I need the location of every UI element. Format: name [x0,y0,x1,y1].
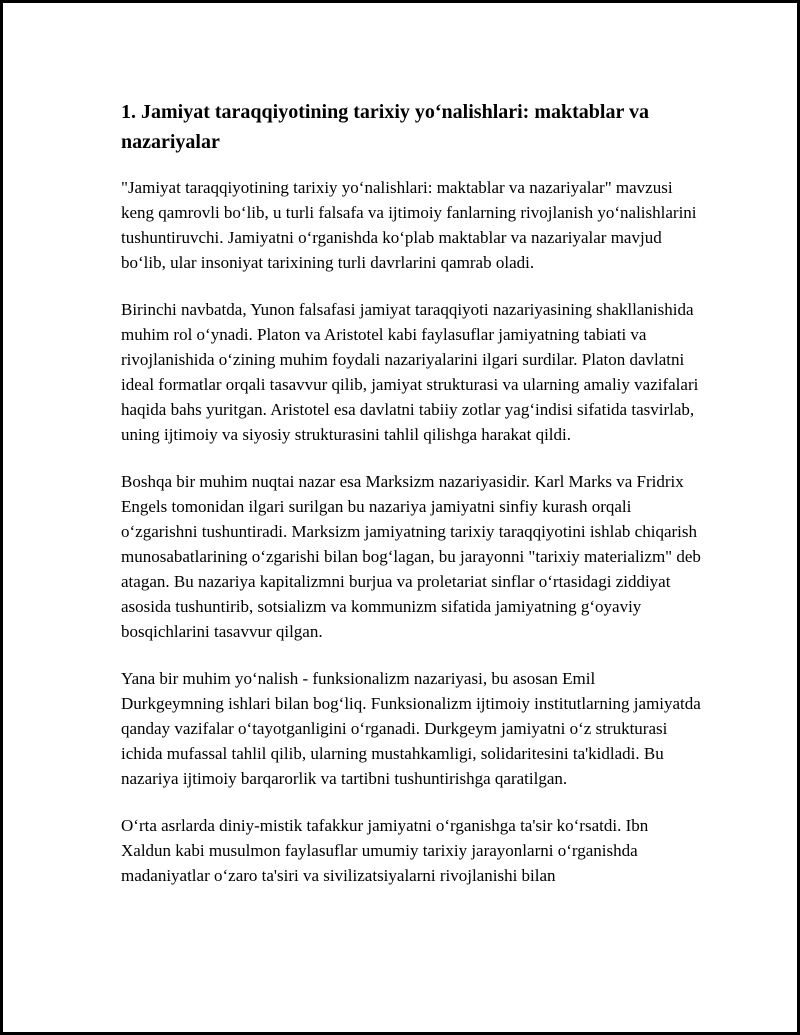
document-body [121,97,701,910]
paragraph: "Jamiyat taraqqiyotining tarixiy yo‘nalishlari: maktablar va nazariyalar" mavzusi keng qamrovli bo‘lib, u turli falsafa va ijtimoiy fanlarning rivojlanish yo‘nalishlarini tushuntiruvchi. Jamiyatni o‘rganishda ko‘plab maktablar va nazariyalar mavjud bo‘lib, ular insoniyat tarixining turli davrlarini qamrab oladi. [121,178,697,272]
paragraph: O‘rta asrlarda diniy-mistik tafakkur jamiyatni o‘rganishga ta'sir ko‘rsatdi. Ibn Xaldun kabi musulmon faylasuflar umumiy tarixiy jarayonlarni o‘rganishda madaniyatlar o‘zaro ta'siri va sivilizatsiyalarni rivojlanishi bilan [121,816,649,885]
paragraph: Boshqa bir muhim nuqtai nazar esa Marksizm nazariyasidir. Karl Marks va Fridrix Engels tomonidan ilgari surilgan bu nazariya jamiyatni sinfiy kurash orqali o‘zgarishni tushuntiradi. Marksizm jamiyatning tarixiy taraqqiyotini ishlab chiqarish munosabatlarining o‘zgarishi bilan bog‘lagan, bu jarayonni "tarixiy materializm" deb atagan. Bu nazariya kapitalizmni burjua va proletariat sinflar o‘rtasidagi ziddiyat asosida tushuntirib, sotsializm va kommunizm sifatida jamiyatning g‘oyaviy bosqichlarini tasavvur qilgan. [121,472,701,641]
paragraph: Birinchi navbatda, Yunon falsafasi jamiyat taraqqiyoti nazariyasining shakllanishida muhim rol o‘ynadi. Platon va Aristotel kabi faylasuflar jamiyatning tabiati va rivojlanishida o‘zining muhim foydali nazariyalarini ilgari surdilar. Platon davlatni ideal formatlar orqali tasavvur qilib, jamiyat strukturasi va ularning amaliy vazifalari haqida bahs yuritgan. Aristotel esa davlatni tabiiy zotlar yag‘indisi sifatida tasvirlab, uning ijtimoiy va siyosiy strukturasini tahlil qilishga harakat qildi. [121,300,699,444]
paragraph: Yana bir muhim yo‘nalish - funksionalizm nazariyasi, bu asosan Emil Durkgeymning ishlari bilan bog‘liq. Funksionalizm ijtimoiy institutlarning jamiyatda qanday vazifalar o‘tayotganligini o‘rganadi. Durkgeym jamiyatni o‘z strukturasi ichida mufassal tahlil qilib, ularning mustahkamligi, solidaritesini ta'kidladi. Bu nazariya ijtimoiy barqarorlik va tartibni tushuntirishga qaratilgan. [121,669,701,788]
section-heading: 1. Jamiyat taraqqiyotining tarixiy yo‘nalishlari: maktablar va nazariyalar [121,101,649,153]
